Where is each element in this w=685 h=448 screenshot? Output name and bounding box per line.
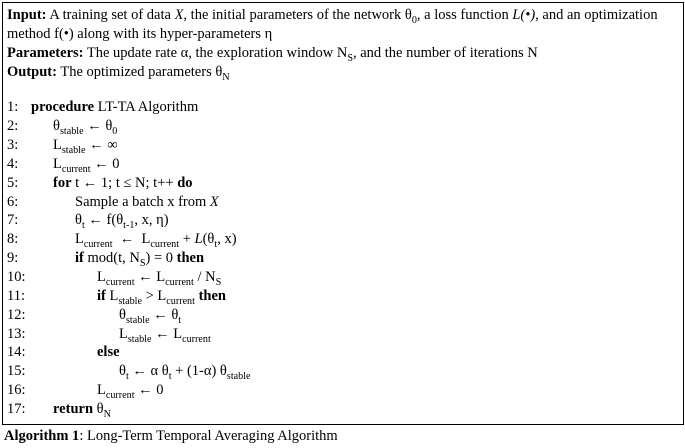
line-content: Sample a batch x from X — [75, 193, 219, 210]
line-content: $L_{current}$ ← $L_{current} / N_S$ — [97, 268, 222, 288]
algorithm-line — [7, 211, 679, 230]
algorithm-header — [7, 6, 679, 81]
line-number: 9: — [7, 250, 19, 267]
algorithm-line — [7, 98, 679, 117]
header-code-gap — [7, 81, 679, 98]
line-number: 7: — [7, 212, 19, 229]
algorithm-line — [7, 249, 679, 268]
line-content: $L_{current}$ ← 0 — [97, 382, 164, 401]
line-content: $\theta_t$ ← $f(\theta_{t-1}$, x, η) — [75, 212, 169, 232]
line-number: 1: — [7, 99, 19, 116]
line-content: for t ← 1; t ≤ N; t++ do — [53, 174, 193, 191]
algorithm-line — [7, 343, 679, 362]
input-line: Input: A training set of data X, the initial parameters of the network $\theta_0$, a loss function L(•), and an optimization method f(•) along with its hyper-parameters η — [7, 7, 658, 42]
line-content: procedure LT-TA Algorithm — [31, 99, 199, 116]
line-number: 4: — [7, 155, 19, 172]
line-number: 16: — [7, 382, 26, 399]
line-number: 15: — [7, 363, 26, 380]
line-content: $L_{current}$ ← $L_{current} + L(\theta_t$, x) — [75, 231, 237, 251]
line-number: 5: — [7, 174, 19, 191]
algorithm-line — [7, 362, 679, 381]
line-number: 14: — [7, 344, 26, 361]
line-content: $\theta_{stable}$ ← $\theta_0$ — [53, 118, 118, 138]
line-number: 17: — [7, 400, 26, 417]
line-content: $\theta_{stable}$ ← $\theta_t$ — [119, 306, 182, 326]
line-number: 12: — [7, 306, 26, 323]
algorithm-line — [7, 268, 679, 287]
line-number: 6: — [7, 193, 19, 210]
line-content: return $\theta_N$ — [53, 400, 111, 420]
algorithm-line — [7, 193, 679, 212]
parameters-line: Parameters: The update rate α, the exploration window $N_S$, and the number of iterations N — [7, 44, 538, 64]
line-content: $L_{stable}$ ← $L_{current}$ — [119, 325, 211, 345]
algorithm-line — [7, 400, 679, 419]
algorithm-line — [7, 136, 679, 155]
line-number: 2: — [7, 118, 19, 135]
algorithm-line — [7, 174, 679, 193]
line-number: 11: — [7, 287, 25, 304]
algorithm-lines — [7, 98, 679, 418]
algorithm-line — [7, 381, 679, 400]
algorithm-line — [7, 230, 679, 249]
algorithm-line — [7, 117, 679, 136]
line-content: else — [97, 344, 120, 361]
algorithm-box — [2, 2, 684, 425]
line-content: if $L_{stable} > L_{current}$ then — [97, 287, 226, 307]
line-content: $L_{stable}$ ← ∞ — [53, 137, 118, 156]
line-number: 8: — [7, 231, 19, 248]
line-content: if mod(t, $N_S) = 0$ then — [75, 250, 205, 270]
algorithm-line — [7, 325, 679, 344]
output-line: Output: The optimized parameters $\theta_N$ — [7, 63, 230, 83]
algorithm-line — [7, 306, 679, 325]
line-content: $\theta_t$ ← α $\theta_t + (1-\alpha)$ $\theta_{stable}$ — [119, 363, 251, 383]
line-content: $L_{current}$ ← 0 — [53, 155, 120, 175]
line-number: 13: — [7, 325, 26, 342]
line-number: 10: — [7, 268, 26, 285]
algorithm-line — [7, 287, 679, 306]
algorithm-caption: Algorithm 1: Long-Term Temporal Averaging Algorithm — [4, 428, 338, 444]
algorithm-line — [7, 155, 679, 174]
line-number: 3: — [7, 137, 19, 154]
